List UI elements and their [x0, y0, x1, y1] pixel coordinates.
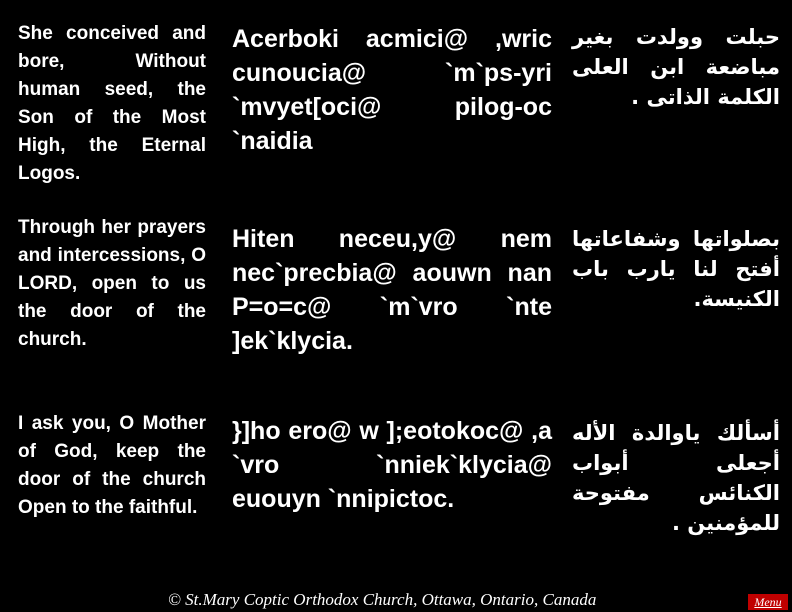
verse-1-arabic: حبلت وولدت بغير مباضعة ابن العلى الكلمة الذاتى .: [572, 25, 780, 109]
verse-2-english: Through her prayers and intercessions, O LORD, open to us the door of the church.: [18, 217, 206, 350]
verse-2-coptic: Hiten neceu,y@ nem nec`precbia@ aouwn nan P=o=c@ `m`vro `nte ]ek`klycia.: [232, 225, 552, 355]
menu-button[interactable]: Menu: [748, 594, 788, 610]
verse-2-arabic: بصلواتها وشفاعاتها أفتح لنا يارب باب الكنيسة.: [572, 227, 780, 311]
verse-3-english: I ask you, O Mother of God, keep the door of the church Open to the faithful.: [18, 413, 206, 518]
verse-1-coptic: Acerboki acmici@ ,wric cunoucia@ `m`ps-yri `mvyet[oci@ pilog-oc `naidia: [232, 25, 552, 155]
copyright-symbol: ©: [168, 590, 181, 609]
verse-3-coptic: }]ho ero@ w ];eotokoc@ ,a `vro `nniek`klycia@ euouyn `nnipictoc.: [232, 417, 552, 513]
verse-1-english: She conceived and bore, Without human seed, the Son of the Most High, the Eternal Logos.: [18, 23, 206, 184]
footer-copyright: [168, 590, 638, 610]
verse-3-arabic: أسألك ياوالدة الأله أجعلى أبواب الكنائس مفتوحة للمؤمنين .: [572, 421, 780, 535]
footer-church-name: St.Mary Coptic Orthodox Church, Ottawa, Ontario, Canada: [185, 590, 597, 609]
